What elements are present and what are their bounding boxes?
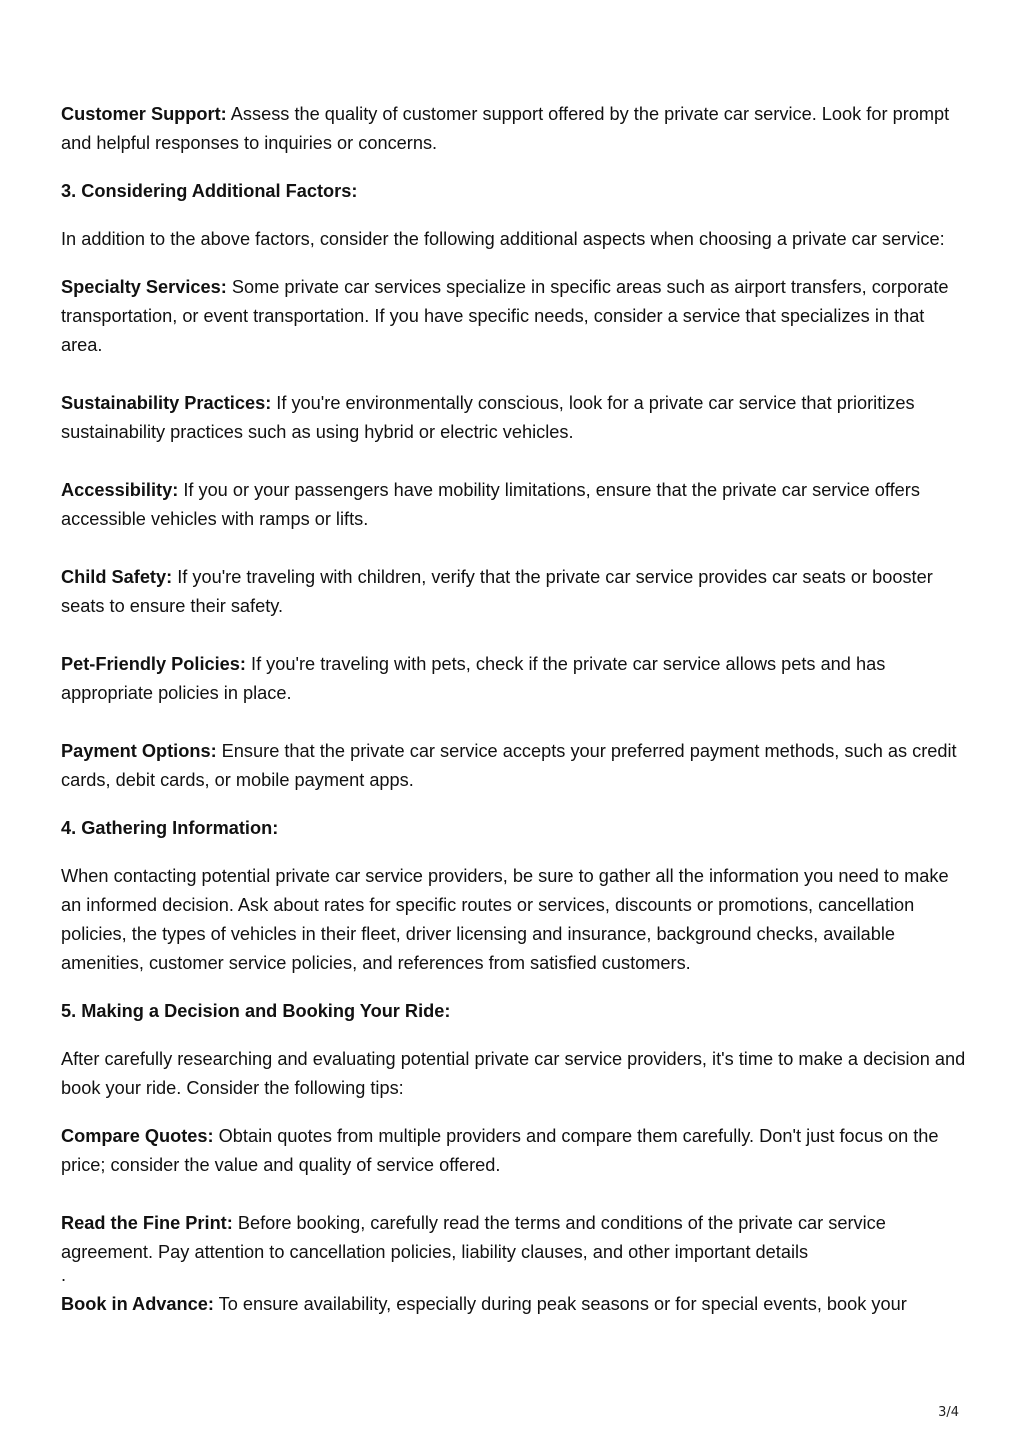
term-label: Specialty Services: [61, 277, 227, 297]
section-heading-5: 5. Making a Decision and Booking Your Ride: [61, 1001, 451, 1021]
term-label: Payment Options: [61, 741, 217, 761]
page-number: 3/4 [938, 1405, 959, 1420]
paragraph-intro-additional: In addition to the above factors, consider the following additional aspects when choosing a private car service: [61, 229, 945, 249]
paragraph-pet-friendly [61, 650, 967, 708]
paragraph-text: Some private car services specialize in specific areas such as airport transfers, corporate transportation, or event transportation. If you have specific needs, consider a service that specializes in that area. [61, 277, 949, 355]
paragraph-text: If you're environmentally conscious, look for a private car service that prioritizes sustainability practices such as using hybrid or electric vehicles. [61, 393, 915, 442]
paragraph-sustainability [61, 389, 967, 447]
term-label: Accessibility: [61, 480, 179, 500]
paragraph-child-safety [61, 563, 967, 621]
document-page [61, 100, 967, 1338]
section-heading-4: 4. Gathering Information: [61, 818, 279, 838]
paragraph-specialty-services [61, 273, 967, 360]
term-label: Customer Support: [61, 104, 227, 124]
term-label: Pet-Friendly Policies: [61, 654, 246, 674]
section-heading-3: 3. Considering Additional Factors: [61, 181, 358, 201]
paragraph-compare-quotes [61, 1122, 967, 1180]
paragraph-text: Ensure that the private car service accepts your preferred payment methods, such as credit cards, debit cards, or mobile payment apps. [61, 741, 957, 790]
paragraph-text: If you're traveling with pets, check if the private car service allows pets and has appropriate policies in place. [61, 654, 886, 703]
paragraph-text: Assess the quality of customer support offered by the private car service. Look for prompt and helpful responses to inquiries or concerns. [61, 104, 950, 153]
paragraph-customer-support [61, 100, 967, 158]
paragraph-text: If you or your passengers have mobility limitations, ensure that the private car service offers accessible vehicles with ramps or lifts. [61, 480, 920, 529]
term-label: Book in Advance: [61, 1294, 214, 1314]
term-label: Sustainability Practices: [61, 393, 272, 413]
paragraph-gathering-info: When contacting potential private car service providers, be sure to gather all the information you need to make an informed decision. Ask about rates for specific routes or services, discounts or promotions, cancellation policies, the types of vehicles in their fleet, driver licensing and insurance, background checks, available amenities, customer service policies, and references from satisfied customers. [61, 866, 949, 973]
paragraph-text: If you're traveling with children, verify that the private car service provides car seats or booster seats to ensure their safety. [61, 567, 933, 616]
term-label: Child Safety: [61, 567, 173, 587]
paragraph-book-in-advance [61, 1290, 967, 1319]
paragraph-text: To ensure availability, especially during peak seasons or for special events, book your [213, 1294, 907, 1314]
term-label: Read the Fine Print: [61, 1213, 233, 1233]
paragraph-text: Before booking, carefully read the terms and conditions of the private car service agreement. Pay attention to cancellation policies, liability clauses, and other important details [61, 1213, 886, 1262]
paragraph-payment-options [61, 737, 967, 795]
paragraph-accessibility [61, 476, 967, 534]
paragraph-decision-intro: After carefully researching and evaluating potential private car service providers, it's time to make a decision and book your ride. Consider the following tips: [61, 1049, 966, 1098]
paragraph-text: Obtain quotes from multiple providers and compare them carefully. Don't just focus on the price; consider the value and quality of service offered. [61, 1126, 939, 1175]
paragraph-fine-print [61, 1209, 967, 1267]
term-label: Compare Quotes: [61, 1126, 214, 1146]
stray-period: . [61, 1265, 67, 1285]
